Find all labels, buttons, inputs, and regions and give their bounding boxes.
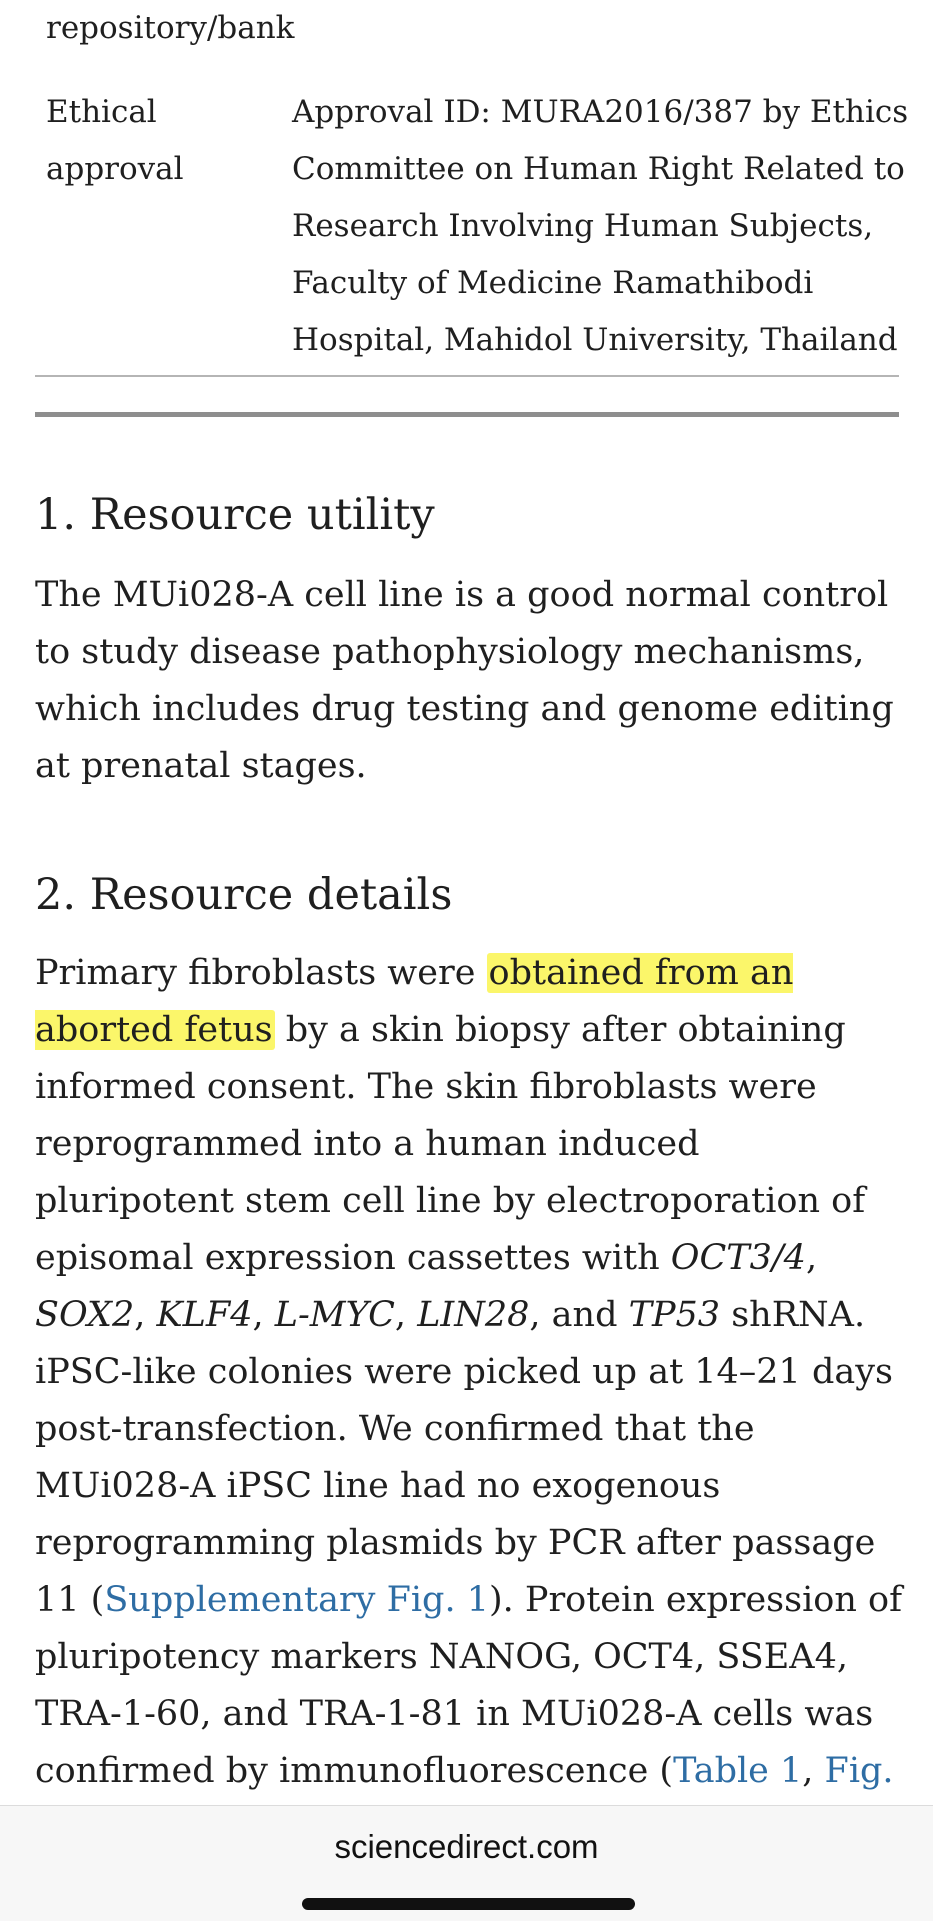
- gene-name: KLF4: [156, 1295, 253, 1335]
- home-indicator[interactable]: [302, 1898, 635, 1910]
- section-heading-resource-details: 2. Resource details: [35, 870, 453, 920]
- gene-name: TP53: [628, 1295, 721, 1335]
- separator: ,: [394, 1295, 418, 1335]
- paragraph-resource-utility: The MUi028-A cell line is a good normal control to study disease pathophysiology mechanisms, which includes drug testing and genome editing at prenatal stages.: [35, 575, 894, 786]
- paragraph-resource-details: [35, 945, 905, 1805]
- gene-name: OCT3/4: [670, 1238, 806, 1278]
- table-key-line: approval: [46, 151, 184, 187]
- link-fig-1[interactable]: Fig.: [824, 1751, 894, 1791]
- table-value-ethical-approval: Approval ID: MURA2016/387 by Ethics Committee on Human Right Related to Research Involving Human Subjects, Faculty of Medicine Ramathibodi Hospital, Mahidol University, Thailand: [292, 94, 909, 358]
- gene-name: L-MYC: [274, 1295, 395, 1335]
- browser-address-bar[interactable]: [0, 1805, 933, 1921]
- text-run: , and: [529, 1295, 629, 1335]
- table-key-line: Ethical: [46, 94, 157, 130]
- text-run: Primary fibroblasts were: [35, 953, 487, 993]
- text-run: by a skin biopsy after obtaining informed consent. The skin fibroblasts were reprogrammed into a human induced pluripotent stem cell line by electroporation of episomal expression cassettes with: [35, 1010, 866, 1278]
- table-cell-repository: repository/bank: [46, 10, 295, 46]
- address-domain[interactable]: sciencedirect.com: [334, 1828, 599, 1865]
- table-divider: [35, 375, 899, 377]
- separator: ,: [134, 1295, 157, 1335]
- table-key-ethical-approval: [46, 84, 266, 198]
- gene-name: SOX2: [35, 1295, 135, 1335]
- separator: ,: [252, 1295, 275, 1335]
- link-supplementary-fig-1[interactable]: Supplementary Fig. 1: [104, 1580, 489, 1620]
- gene-name: LIN28: [417, 1295, 530, 1335]
- section-heading-resource-utility: 1. Resource utility: [35, 490, 435, 540]
- highlighted-text[interactable]: obtained from an aborted fetus: [35, 953, 794, 1050]
- link-table-1[interactable]: Table 1: [673, 1751, 803, 1791]
- text-run: ). Protein expression of pluripotency markers NANOG, OCT4, SSEA4, TRA-1-60, and TRA-1-81 in MUi028-A cells was confirmed by immunofluorescence (: [35, 1580, 903, 1791]
- separator: ,: [802, 1751, 825, 1791]
- separator: ,: [805, 1238, 818, 1278]
- text-run: shRNA. iPSC-like colonies were picked up at 14–21 days post-transfection. We confirmed that the MUi028-A iPSC line had no exogenous reprogramming plasmids by PCR after passage 11 (: [35, 1295, 893, 1620]
- section-divider: [35, 412, 899, 417]
